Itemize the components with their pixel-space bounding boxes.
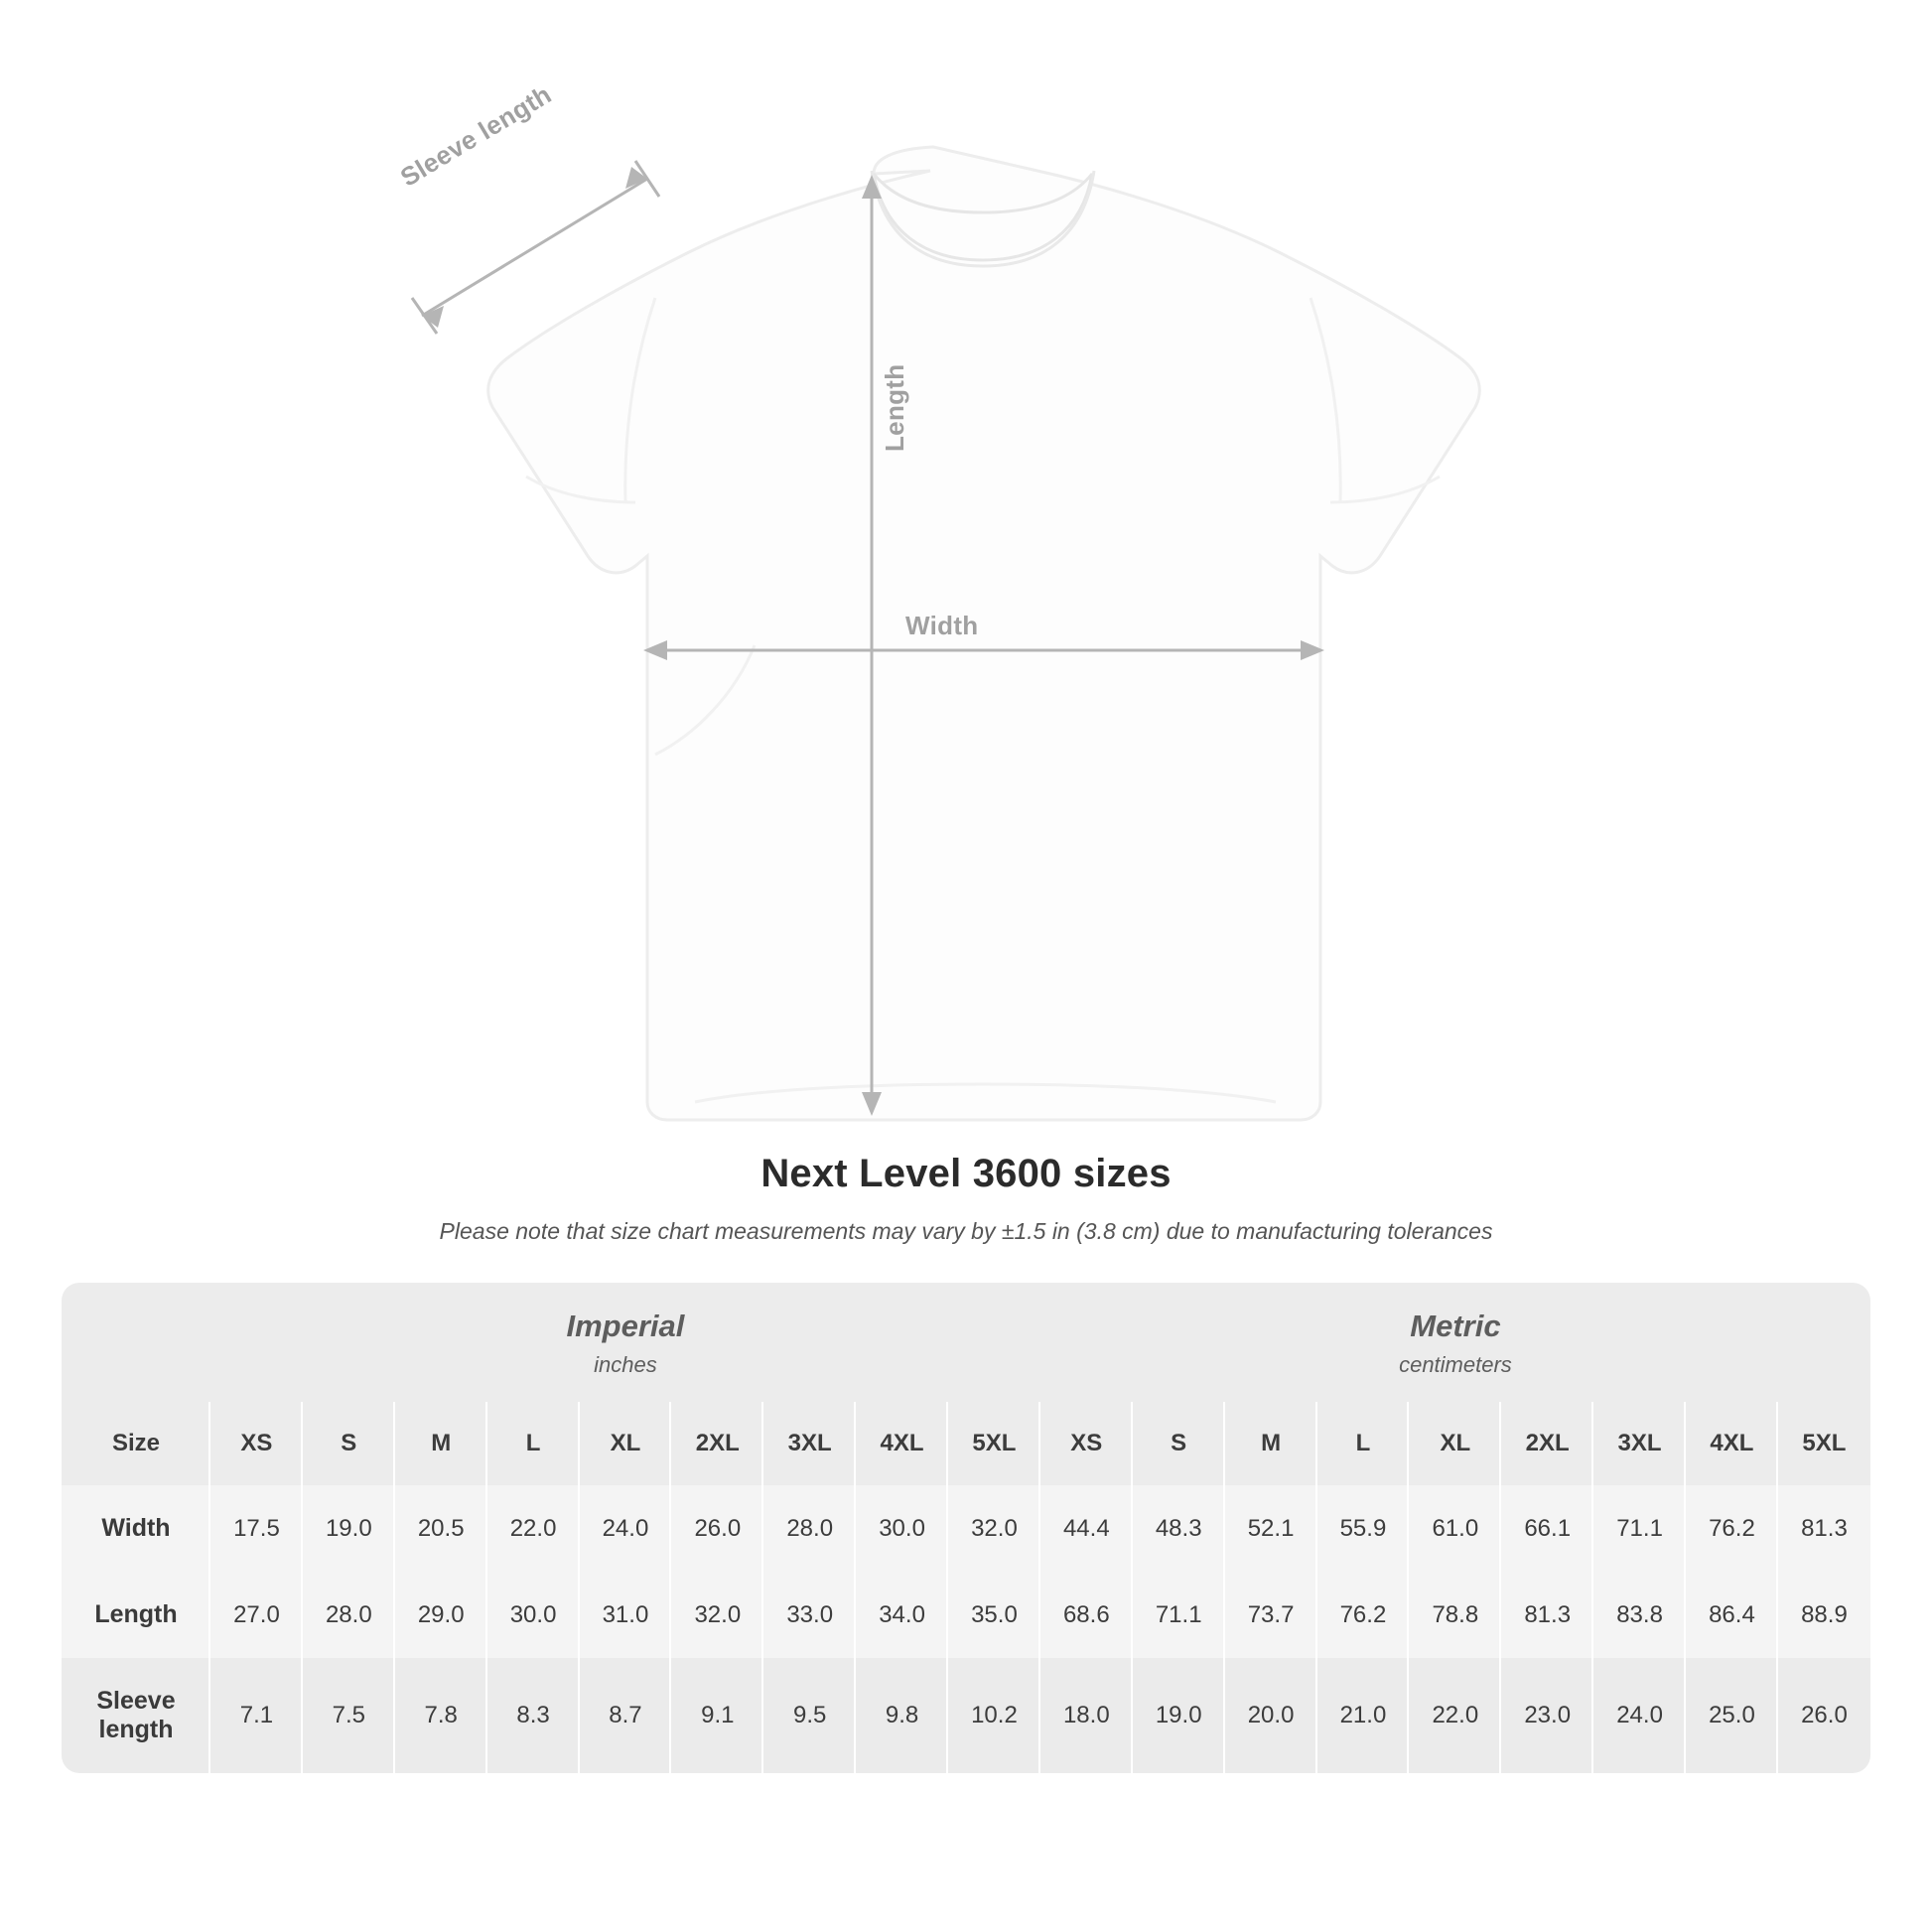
cell-width-metric-l: 55.9 bbox=[1317, 1485, 1410, 1572]
col-header-metric-3xl: 3XL bbox=[1593, 1402, 1686, 1485]
cell-sleeve-metric-xs: 18.0 bbox=[1040, 1658, 1133, 1773]
cell-length-metric-2xl: 81.3 bbox=[1501, 1572, 1593, 1658]
col-header-metric-xl: XL bbox=[1409, 1402, 1501, 1485]
cell-sleeve-imperial-2xl: 9.1 bbox=[671, 1658, 763, 1773]
cell-sleeve-metric-m: 20.0 bbox=[1225, 1658, 1317, 1773]
col-header-metric-2xl: 2XL bbox=[1501, 1402, 1593, 1485]
cell-width-metric-s: 48.3 bbox=[1133, 1485, 1225, 1572]
col-header-imperial-l: L bbox=[487, 1402, 580, 1485]
col-header-metric-xs: XS bbox=[1040, 1402, 1133, 1485]
cell-length-imperial-xl: 31.0 bbox=[580, 1572, 672, 1658]
col-header-imperial-3xl: 3XL bbox=[763, 1402, 856, 1485]
unit-row-spacer bbox=[62, 1283, 210, 1402]
cell-length-metric-5xl: 88.9 bbox=[1778, 1572, 1870, 1658]
cell-width-imperial-s: 19.0 bbox=[303, 1485, 395, 1572]
row-label-sleeve-length: Sleeve length bbox=[62, 1658, 210, 1773]
size-chart-table bbox=[62, 1283, 1870, 1773]
cell-sleeve-imperial-5xl: 10.2 bbox=[948, 1658, 1040, 1773]
col-header-metric-l: L bbox=[1317, 1402, 1410, 1485]
table-row bbox=[62, 1658, 1870, 1773]
cell-sleeve-metric-l: 21.0 bbox=[1317, 1658, 1410, 1773]
cell-length-imperial-3xl: 33.0 bbox=[763, 1572, 856, 1658]
cell-length-metric-3xl: 83.8 bbox=[1593, 1572, 1686, 1658]
col-header-imperial-xl: XL bbox=[580, 1402, 672, 1485]
cell-length-imperial-4xl: 34.0 bbox=[856, 1572, 948, 1658]
cell-sleeve-imperial-xs: 7.1 bbox=[210, 1658, 303, 1773]
unit-header-row bbox=[62, 1283, 1870, 1402]
table-row bbox=[62, 1485, 1870, 1572]
cell-length-metric-xl: 78.8 bbox=[1409, 1572, 1501, 1658]
imperial-label: Imperial bbox=[566, 1309, 685, 1343]
cell-length-metric-m: 73.7 bbox=[1225, 1572, 1317, 1658]
metric-sublabel: centimeters bbox=[1399, 1352, 1512, 1377]
size-header-row bbox=[62, 1402, 1870, 1485]
cell-sleeve-imperial-l: 8.3 bbox=[487, 1658, 580, 1773]
cell-width-imperial-xl: 24.0 bbox=[580, 1485, 672, 1572]
cell-length-imperial-s: 28.0 bbox=[303, 1572, 395, 1658]
cell-sleeve-metric-4xl: 25.0 bbox=[1686, 1658, 1778, 1773]
cell-sleeve-imperial-s: 7.5 bbox=[303, 1658, 395, 1773]
sleeve-length-dimension-label: Sleeve length bbox=[395, 78, 557, 193]
col-header-imperial-5xl: 5XL bbox=[948, 1402, 1040, 1485]
row-label-length: Length bbox=[62, 1572, 210, 1658]
cell-width-metric-4xl: 76.2 bbox=[1686, 1485, 1778, 1572]
col-header-metric-4xl: 4XL bbox=[1686, 1402, 1778, 1485]
cell-sleeve-metric-s: 19.0 bbox=[1133, 1658, 1225, 1773]
cell-length-imperial-2xl: 32.0 bbox=[671, 1572, 763, 1658]
cell-sleeve-imperial-3xl: 9.5 bbox=[763, 1658, 856, 1773]
col-header-imperial-xs: XS bbox=[210, 1402, 303, 1485]
length-dimension-label: Length bbox=[880, 363, 909, 452]
cell-width-imperial-2xl: 26.0 bbox=[671, 1485, 763, 1572]
cell-length-imperial-xs: 27.0 bbox=[210, 1572, 303, 1658]
cell-sleeve-imperial-4xl: 9.8 bbox=[856, 1658, 948, 1773]
cell-length-metric-l: 76.2 bbox=[1317, 1572, 1410, 1658]
cell-width-imperial-xs: 17.5 bbox=[210, 1485, 303, 1572]
cell-sleeve-metric-2xl: 23.0 bbox=[1501, 1658, 1593, 1773]
cell-width-metric-m: 52.1 bbox=[1225, 1485, 1317, 1572]
cell-length-imperial-l: 30.0 bbox=[487, 1572, 580, 1658]
cell-sleeve-metric-5xl: 26.0 bbox=[1778, 1658, 1870, 1773]
cell-length-metric-s: 71.1 bbox=[1133, 1572, 1225, 1658]
col-header-metric-s: S bbox=[1133, 1402, 1225, 1485]
cell-length-metric-xs: 68.6 bbox=[1040, 1572, 1133, 1658]
title-block bbox=[0, 1152, 1932, 1245]
cell-width-metric-5xl: 81.3 bbox=[1778, 1485, 1870, 1572]
cell-length-metric-4xl: 86.4 bbox=[1686, 1572, 1778, 1658]
cell-width-imperial-l: 22.0 bbox=[487, 1485, 580, 1572]
imperial-sublabel: inches bbox=[594, 1352, 657, 1377]
cell-length-imperial-m: 29.0 bbox=[395, 1572, 487, 1658]
cell-sleeve-metric-3xl: 24.0 bbox=[1593, 1658, 1686, 1773]
cell-width-metric-2xl: 66.1 bbox=[1501, 1485, 1593, 1572]
col-header-imperial-2xl: 2XL bbox=[671, 1402, 763, 1485]
col-header-metric-5xl: 5XL bbox=[1778, 1402, 1870, 1485]
cell-sleeve-imperial-xl: 8.7 bbox=[580, 1658, 672, 1773]
cell-width-metric-xl: 61.0 bbox=[1409, 1485, 1501, 1572]
col-header-imperial-s: S bbox=[303, 1402, 395, 1485]
cell-width-imperial-3xl: 28.0 bbox=[763, 1485, 856, 1572]
cell-width-imperial-m: 20.5 bbox=[395, 1485, 487, 1572]
col-header-imperial-m: M bbox=[395, 1402, 487, 1485]
width-dimension-label: Width bbox=[905, 611, 979, 640]
size-chart-table-wrapper bbox=[62, 1283, 1870, 1773]
col-header-imperial-4xl: 4XL bbox=[856, 1402, 948, 1485]
size-header-label: Size bbox=[62, 1402, 210, 1485]
metric-label: Metric bbox=[1410, 1309, 1501, 1343]
cell-sleeve-metric-xl: 22.0 bbox=[1409, 1658, 1501, 1773]
cell-width-imperial-4xl: 30.0 bbox=[856, 1485, 948, 1572]
page-title: Next Level 3600 sizes bbox=[760, 1152, 1172, 1195]
metric-unit-header bbox=[1040, 1283, 1870, 1402]
row-label-width: Width bbox=[62, 1485, 210, 1572]
cell-length-imperial-5xl: 35.0 bbox=[948, 1572, 1040, 1658]
cell-sleeve-imperial-m: 7.8 bbox=[395, 1658, 487, 1773]
imperial-unit-header bbox=[210, 1283, 1040, 1402]
col-header-metric-m: M bbox=[1225, 1402, 1317, 1485]
tolerance-note: Please note that size chart measurements may vary by ±1.5 in (3.8 cm) due to manufacturing tolerances bbox=[439, 1218, 1493, 1244]
cell-width-metric-xs: 44.4 bbox=[1040, 1485, 1133, 1572]
table-row bbox=[62, 1572, 1870, 1658]
cell-width-metric-3xl: 71.1 bbox=[1593, 1485, 1686, 1572]
cell-width-imperial-5xl: 32.0 bbox=[948, 1485, 1040, 1572]
